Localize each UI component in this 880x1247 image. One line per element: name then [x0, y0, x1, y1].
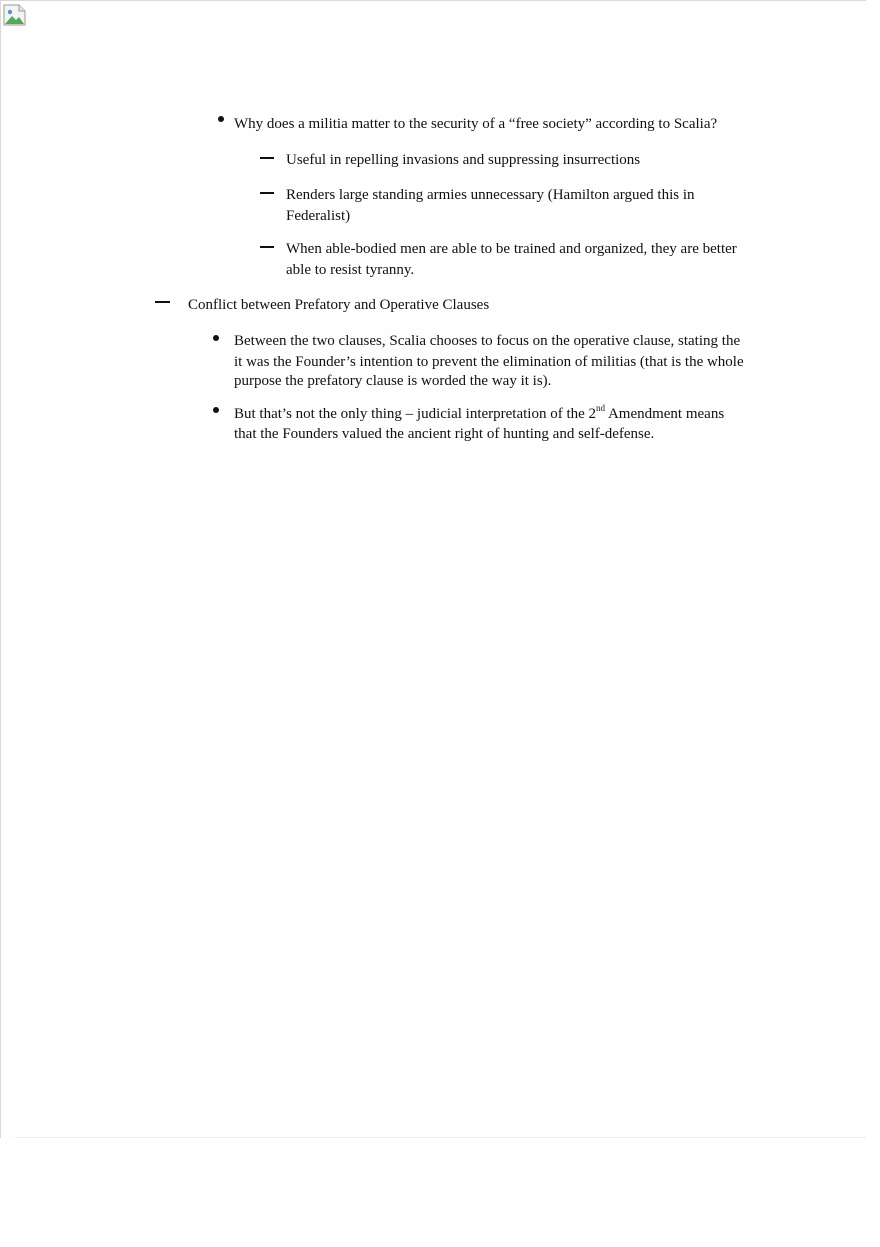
dash-icon [260, 157, 274, 159]
dash-icon [260, 246, 274, 248]
list-item-text: Federalist) [286, 208, 351, 224]
dash-icon [260, 192, 274, 194]
list-item-text: Why does a militia matter to the security of a “free society” according to Scalia? [234, 116, 718, 132]
list-item-text: When able-bodied men are able to be trained and organized, they are better [286, 241, 737, 257]
list-item-text: purpose the prefatory clause is worded the way it is). [234, 373, 552, 389]
list-item-text: Renders large standing armies unnecessary (Hamilton argued this in [286, 187, 695, 203]
bullet-icon [218, 116, 224, 122]
list-item-text: Between the two clauses, Scalia chooses to focus on the operative clause, stating the [234, 333, 741, 349]
text-run: But that’s not the only thing – judicial interpretation of the 2 [234, 406, 597, 422]
bullet-icon [213, 407, 219, 413]
dash-icon [155, 301, 170, 303]
list-item-text: that the Founders valued the ancient right of hunting and self-defense. [234, 426, 655, 442]
list-item-text [234, 404, 724, 424]
list-item-text: able to resist tyranny. [286, 262, 415, 278]
list-item-text: Useful in repelling invasions and suppressing insurrections [286, 152, 641, 168]
broken-image-icon [3, 4, 27, 26]
list-item-text: it was the Founder’s intention to prevent the elimination of militias (that is the whole [234, 354, 744, 370]
list-item-text: Conflict between Prefatory and Operative Clauses [188, 297, 490, 313]
text-run: Amendment means [605, 406, 725, 422]
bullet-icon [213, 335, 219, 341]
ordinal-suffix: nd [596, 403, 606, 413]
